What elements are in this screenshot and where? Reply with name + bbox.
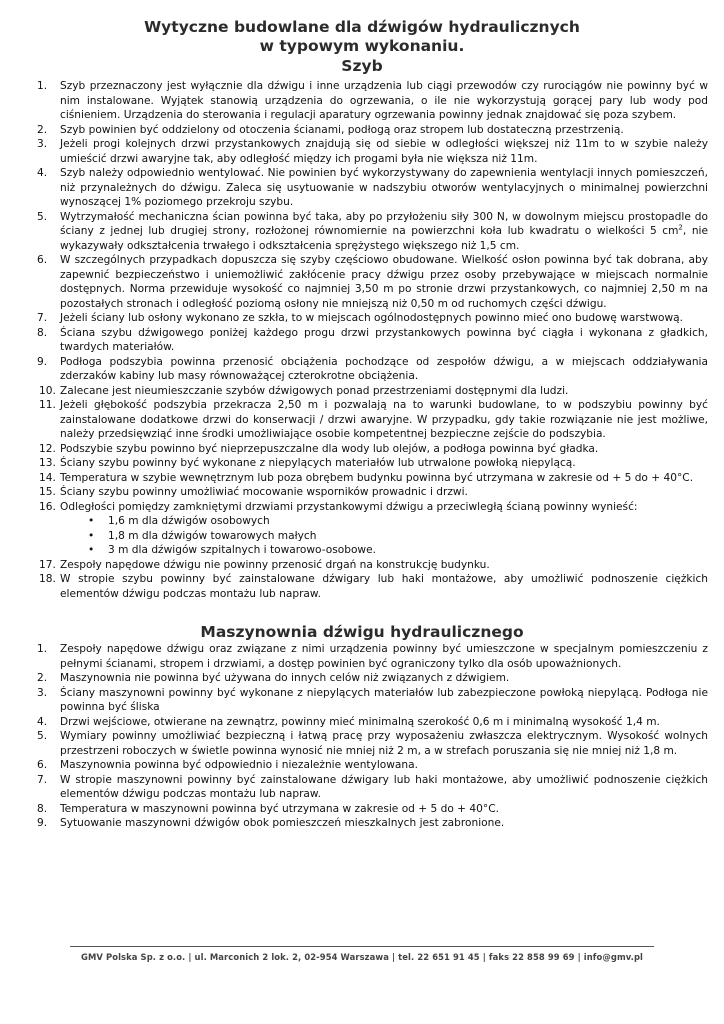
footer-divider <box>70 946 654 947</box>
item-text: Ściany szybu powinny być wykonane z niepylących materiałów lub utrwalone powłoką niepylącą. <box>60 457 576 469</box>
bullet-text: 3 m dla dźwigów szpitalnych i towarowo-osobowe. <box>108 544 376 556</box>
item-number: 4. <box>37 167 48 179</box>
item-number: 14. <box>39 471 56 484</box>
item-number: 5. <box>37 210 48 223</box>
shaft-requirements-list <box>22 79 708 601</box>
list-item <box>22 686 708 715</box>
item-number: 13. <box>39 457 56 469</box>
item-text: Wytrzymałość mechaniczna ścian powinna być taka, aby po przyłożeniu siły 300 N, w dowolnym miejscu prostopadle do ściany z jednej lub drugiej strony, rozłożonej równomiernie na powierzchni koła lub kwadratu o wielkości 5 cm <box>60 210 708 237</box>
list-item <box>22 210 708 254</box>
item-text: Jeżeli progi kolejnych drzwi przystankowych znajdują się od siebie w odległości większej niż 11m to w szybie należy umieścić drzwi awaryjne tak, aby odległość między ich progami była nie większa niż 11m. <box>60 138 708 165</box>
item-number: 1. <box>37 80 48 92</box>
list-item <box>22 558 708 573</box>
item-text: Szyb należy odpowiednio wentylować. Nie powinien być wykorzystywany do zapewnienia wentylacji innych pomieszczeń, niż przynależnych do dźwigu. Zaleca się usytuowanie w nadszybiu otworów wentylacyjnych o minimalnej powierzchni wynoszącej 1% poziomego przekroju szybu. <box>60 167 708 208</box>
list-item <box>22 442 708 457</box>
list-item <box>22 758 708 773</box>
item-text: Jeżeli ściany lub osłony wykonano ze szkła, to w miejscach ogólnodostępnych powinno mieć ono budowę warstwową. <box>60 312 684 324</box>
item-text: Maszynownia nie powinna być używana do innych celów niż związanych z dźwigiem. <box>60 672 510 684</box>
item-number: 5. <box>37 730 48 742</box>
distance-bullet-list <box>60 514 708 558</box>
item-text: Podłoga podszybia powinna przenosić obciążenia pochodzące od zespołów dźwigu, a w miejscach oddziaływania zderzaków kabiny lub masy równoważącej czterokrotne obciążenia. <box>60 355 708 382</box>
item-text: Odległości pomiędzy zamkniętymi drzwiami przystankowymi dźwigu a przeciwległą ścianą powinny wynieść: <box>60 500 638 513</box>
bullet-icon: • <box>88 529 95 542</box>
item-text: Sytuowanie maszynowni dźwigów obok pomieszczeń mieszkalnych jest zabronione. <box>60 817 505 829</box>
section-heading-machine-room: Maszynownia dźwigu hydraulicznego <box>200 623 524 641</box>
item-number: 7. <box>37 312 48 324</box>
item-number: 8. <box>37 802 48 815</box>
list-item <box>22 642 708 671</box>
machine-room-requirements-list <box>22 642 708 831</box>
item-text: Drzwi wejściowe, otwierane na zewnątrz, powinny mieć minimalną szerokość 0,6 m i minimalną wysokość 1,4 m. <box>60 715 660 728</box>
item-text: Temperatura w maszynowni powinna być utrzymana w zakresie od + 5 do + 40°C. <box>60 802 499 815</box>
bullet-item <box>60 529 708 544</box>
item-text: Jeżeli głębokość podszybia przekracza 2,50 m i pozwalają na to warunki budowlane, to w podszybiu powinny być zainstalowane dodatkowe drzwi do konserwacji / drzwi awaryjne. W przypadku, gdy takie rozwiązanie nie jest możliwe, należy przedsięwziąć inne środki umożliwiające osobie kompetentnej bezpieczne zejście do podszybia. <box>60 399 708 440</box>
item-number: 3. <box>37 686 48 699</box>
item-number: 2. <box>37 123 48 136</box>
document-title-line-2: w typowym wykonaniu. <box>259 37 465 55</box>
bullet-item <box>60 543 708 558</box>
item-number: 2. <box>37 672 48 684</box>
company-footer: GMV Polska Sp. z o.o. | ul. Marconich 2 lok. 2, 02-954 Warszawa | tel. 22 651 91 45 | faks 22 858 99 69 | info@gmv.pl <box>80 952 644 962</box>
item-number: 18. <box>39 573 56 585</box>
list-item <box>22 384 708 399</box>
item-text: Podszybie szybu powinno być nieprzepuszczalne dla wody lub olejów, a podłoga powinna być gładka. <box>60 442 599 455</box>
item-text: Ściany szybu powinny umożliwiać mocowanie wsporników prowadnic i drzwi. <box>60 486 468 498</box>
list-item <box>22 802 708 817</box>
item-text: Wymiary powinny umożliwiać bezpieczną i łatwą pracę przy wyposażeniu zwłaszcza elektrycznym. Wysokość wolnych przestrzeni roboczych w świetle powinna wynosić nie mniej niż 2 m, a w strefach poruszania się nie mniej niż 1,8 m. <box>60 730 708 757</box>
list-item <box>22 456 708 471</box>
list-item <box>22 572 708 601</box>
item-text-continued: , nie wykazywały odkształcenia trwałego i odkształcenia sprężystego większego niż 1,5 cm. <box>60 225 708 252</box>
item-text: Zespoły napędowe dźwigu oraz związane z nimi urządzenia powinny być umieszczone w specjalnym pomieszczeniu z pełnymi ścianami, stropem i drzwiami, a dostęp powinien być ograniczony tylko dla osób upoważnionych. <box>60 643 708 670</box>
superscript: 2 <box>678 223 683 232</box>
list-item <box>22 500 708 558</box>
item-text: W stropie szybu powinny być zainstalowane dźwigary lub haki montażowe, aby umożliwić podnoszenie ciężkich elementów dźwigu podczas montażu lub napraw. <box>60 573 708 600</box>
item-text: W stropie maszynowni powinny być zainstalowane dźwigary lub haki montażowe, aby umożliwić podnoszenie ciężkich elementów dźwigu podczas montażu lub napraw. <box>60 773 708 800</box>
item-number: 6. <box>37 254 48 266</box>
list-item <box>22 398 708 442</box>
bullet-icon: • <box>88 515 95 527</box>
item-text: Szyb powinien być oddzielony od otoczenia ścianami, podłogą oraz stropem lub dostateczną przestrzenią. <box>60 123 624 136</box>
item-number: 10. <box>39 384 56 397</box>
item-text: Szyb przeznaczony jest wyłącznie dla dźwigu i inne urządzenia lub ciągi przewodów czy rurociągów nie powinny być w nim instalowane. Wyjątek stanowią urządzenia do ogrzewania, o ile nie wykorzystują gorącej pary lub wody pod ciśnieniem. Urządzenia do sterowania i regulacji aparatury ogrzewania powinny jednak znajdować się poza szybem. <box>60 80 708 121</box>
list-item <box>22 79 708 123</box>
item-number: 16. <box>39 500 56 513</box>
item-number: 11. <box>39 399 56 411</box>
item-number: 8. <box>37 326 48 339</box>
list-item <box>22 355 708 384</box>
item-text: Zespoły napędowe dźwigu nie powinny przenosić drgań na konstrukcję budynku. <box>60 558 490 571</box>
list-item <box>22 326 708 355</box>
item-number: 9. <box>37 355 48 368</box>
item-text: Zalecane jest nieumieszczanie szybów dźwigowych ponad przestrzeniami dostępnymi dla ludzi. <box>60 384 569 397</box>
item-number: 1. <box>37 643 48 655</box>
bullet-icon: • <box>88 544 95 556</box>
item-number: 7. <box>37 773 48 786</box>
item-text: W szczególnych przypadkach dopuszcza się szyby częściowo obudowane. Wielkość osłon powinna być tak dobrana, aby zapewnić bezpieczeństwo i uniemożliwić zakłócenie pracy dźwigu przez osoby przebywające w miejscach normalnie dostępnych. Norma przewiduje wysokość co najmniej 3,50 m po stronie drzwi przystankowych, co najmniej 2,50 m na pozostałych stronach i odległość poziomą osłony nie mniejszą niż 0,50 m od ruchomych części dźwigu. <box>60 254 708 310</box>
list-item <box>22 311 708 326</box>
item-number: 3. <box>37 138 48 150</box>
item-text: Temperatura w szybie wewnętrznym lub poza obrębem budynku powinna być utrzymana w zakresie od + 5 do + 40°C. <box>60 471 694 484</box>
list-item <box>22 253 708 311</box>
list-item <box>22 715 708 730</box>
item-number: 15. <box>39 486 56 498</box>
item-text: Maszynownia powinna być odpowiednio i niezależnie wentylowana. <box>60 759 418 771</box>
item-number: 12. <box>39 442 56 455</box>
item-number: 9. <box>37 817 48 829</box>
list-item <box>22 471 708 486</box>
list-item <box>22 729 708 758</box>
item-text: Ściany maszynowni powinny być wykonane z niepylących materiałów lub zabezpieczone powłoką niepylącą. Podłoga nie powinna być śliska <box>60 686 708 713</box>
item-number: 17. <box>39 558 56 571</box>
item-text: Ściana szybu dźwigowego poniżej każdego progu drzwi przystankowych powinna być ciągła i wykonana z gładkich, twardych materiałów. <box>60 326 708 353</box>
list-item <box>22 816 708 831</box>
section-heading-shaft: Szyb <box>341 57 383 75</box>
bullet-text: 1,8 m dla dźwigów towarowych małych <box>108 529 317 542</box>
item-number: 4. <box>37 715 48 728</box>
item-number: 6. <box>37 759 48 771</box>
bullet-text: 1,6 m dla dźwigów osobowych <box>108 515 270 527</box>
list-item <box>22 137 708 166</box>
list-item <box>22 485 708 500</box>
document-title-line-1: Wytyczne budowlane dla dźwigów hydraulicznych <box>144 18 580 36</box>
list-item <box>22 123 708 138</box>
bullet-item <box>60 514 708 529</box>
list-item <box>22 166 708 210</box>
list-item <box>22 671 708 686</box>
list-item <box>22 773 708 802</box>
